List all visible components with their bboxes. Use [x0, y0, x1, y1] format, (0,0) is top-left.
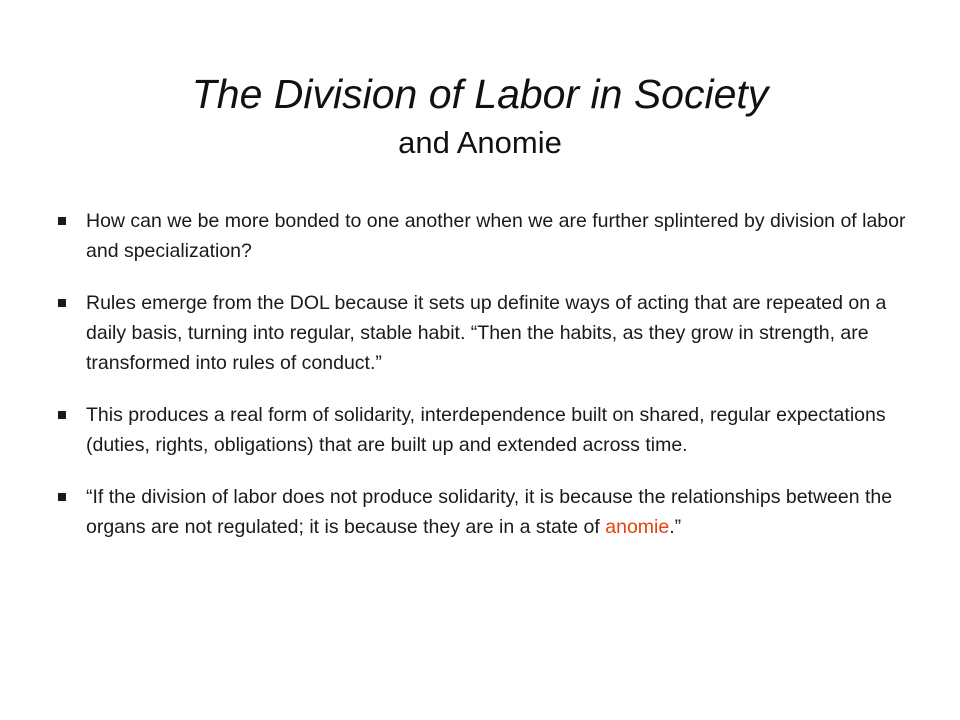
bullet-list — [58, 206, 918, 542]
square-bullet-icon — [58, 217, 66, 225]
slide-title: The Division of Labor in Society — [191, 71, 769, 117]
bullet-item — [58, 400, 918, 460]
bullet-text-after: .” — [669, 516, 682, 538]
title-block — [0, 68, 960, 164]
slide-subtitle: and Anomie — [398, 125, 562, 160]
square-bullet-icon — [58, 411, 66, 419]
bullet-item — [58, 288, 918, 378]
anomie-highlight: anomie — [605, 516, 670, 538]
bullet-text: This produces a real form of solidarity, interdependence built on shared, regular expectations (duties, rights, obligations) that are built up and extended across time. — [86, 404, 886, 456]
square-bullet-icon — [58, 299, 66, 307]
bullet-item — [58, 482, 918, 542]
bullet-text: How can we be more bonded to one another when we are further splintered by division of labor and specialization? — [86, 210, 906, 262]
bullet-text — [86, 486, 892, 538]
square-bullet-icon — [58, 493, 66, 501]
bullet-text: Rules emerge from the DOL because it sets up definite ways of acting that are repeated on a daily basis, turning into regular, stable habit. “Then the habits, as they grow in strength, are transformed into rules of conduct.” — [86, 292, 887, 374]
bullet-item — [58, 206, 918, 266]
bullet-text-before: “If the division of labor does not produce solidarity, it is because the relationships between the organs are not regulated; it is because they are in a state of — [86, 486, 893, 538]
